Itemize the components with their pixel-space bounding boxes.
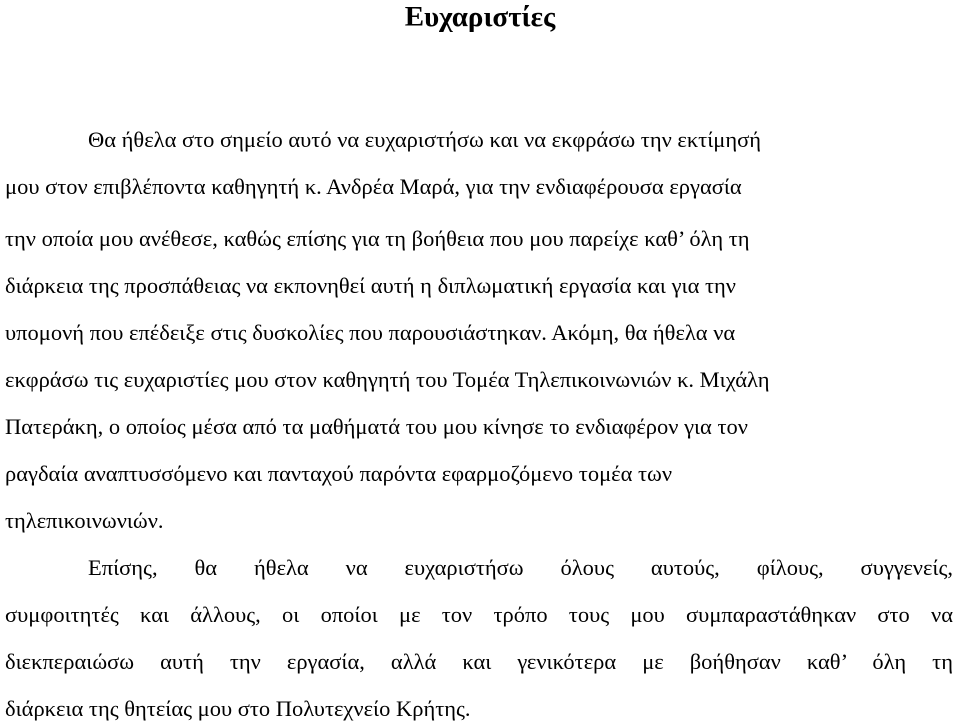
text-line: διάρκεια της προσπάθειας να εκπονηθεί αυτή η διπλωματική εργασία και για την <box>5 273 736 298</box>
text-line: Θα ήθελα στο σημείο αυτό να ευχαριστήσω και να εκφράσω την εκτίμησή <box>88 127 762 152</box>
text-line: διεκπεραιώσω αυτή την εργασία, αλλά και γενικότερα με βοήθησαν καθ’ όλη τη <box>5 649 953 674</box>
text-line: την οποία μου ανέθεσε, καθώς επίσης για τη βοήθεια που μου παρείχε καθ’ όλη τη <box>5 226 750 251</box>
text-line: διάρκεια της θητείας μου στο Πολυτεχνείο Κρήτης. <box>5 696 471 721</box>
text-line: Πατεράκη, ο οποίος μέσα από τα μαθήματά του μου κίνησε το ενδιαφέρον για τον <box>5 414 748 439</box>
text-line: μου στον επιβλέποντα καθηγητή κ. Ανδρέα Μαρά, για την ενδιαφέρουσα εργασία <box>5 174 742 199</box>
text-line: υπομονή που επέδειξε στις δυσκολίες που παρουσιάστηκαν. Ακόμη, θα ήθελα να <box>5 320 736 345</box>
text-line: εκφράσω τις ευχαριστίες μου στον καθηγητή του Τομέα Τηλεπικοινωνιών κ. Μιχάλη <box>5 367 770 392</box>
text-line: συμφοιτητές και άλλους, οι οποίοι με τον τρόπο τους μου συμπαραστάθηκαν στο να <box>5 602 953 627</box>
page-title: Ευχαριστίες <box>404 1 556 33</box>
text-line: Επίσης, θα ήθελα να ευχαριστήσω όλους αυτούς, φίλους, συγγενείς, <box>88 555 953 580</box>
text-line: τηλεπικοινωνιών. <box>5 508 164 533</box>
text-line: ραγδαία αναπτυσσόμενο και πανταχού παρόντα εφαρμοζόμενο τομέα των <box>5 461 673 486</box>
